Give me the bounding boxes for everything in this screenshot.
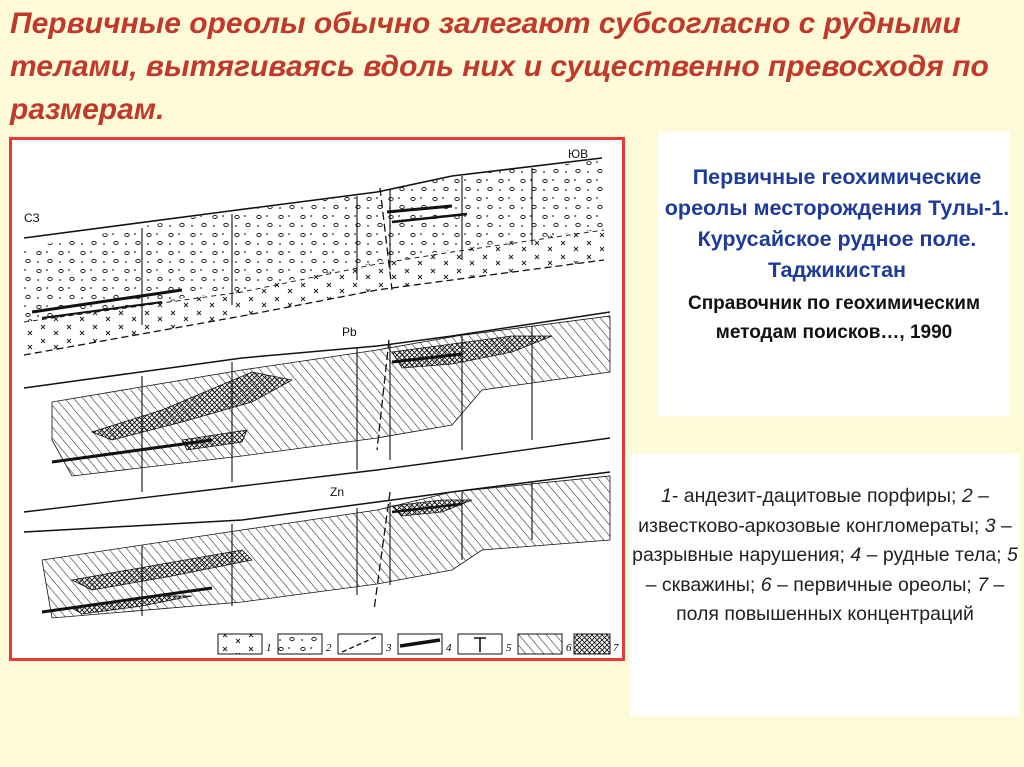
section-pb (24, 312, 610, 512)
geological-section-figure (9, 137, 625, 661)
legend-number-2: 2 (326, 642, 332, 654)
caption-title: Первичные геохимические ореолы месторождения Тулы-1. Курусайское рудное поле. Таджикистан (664, 165, 1010, 282)
legend-number-3: 3 (386, 642, 392, 654)
legend-item-2: 2 – известково-аркозовые конгломераты; (638, 485, 989, 537)
legend-number-4: 4 (446, 642, 452, 654)
section-zn (24, 472, 610, 618)
legend-number-7: 7 (613, 642, 619, 654)
label-zn: Zn (330, 485, 345, 499)
geological-section-drawing (12, 140, 622, 658)
figure-caption (658, 132, 1010, 416)
section-lithology (24, 147, 604, 355)
legend-item-3: 3 – разрывные нарушения; (632, 514, 1012, 566)
legend-item-1: 1- андезит-дацитовые порфиры; (661, 485, 957, 507)
legend-number-6: 6 (566, 642, 572, 654)
caption-source: Справочник по геохимическим методам поисков…, 1990 (687, 293, 981, 343)
figure-legend (218, 634, 619, 654)
legend-text (630, 482, 1020, 630)
slide-title: Первичные ореолы обычно залегают субсогласно с рудными телами, вытягиваясь вдоль них и существенно превосходя по размерам. (10, 7, 989, 126)
label-nw: СЗ (24, 211, 40, 225)
legend-explanation (630, 454, 1020, 716)
legend-number-5: 5 (506, 642, 512, 654)
legend-number-1: 1 (266, 642, 272, 654)
legend-item-7: 7 – поля повышенных концентраций (676, 573, 1005, 625)
legend-item-6: 6 – первичные ореолы; (760, 573, 972, 596)
legend-item-4: 4 – рудные тела; (850, 544, 1002, 566)
legend-item-5: 5 – скважины; (645, 544, 1018, 596)
label-pb: Pb (342, 325, 357, 339)
label-se: ЮВ (568, 147, 589, 161)
